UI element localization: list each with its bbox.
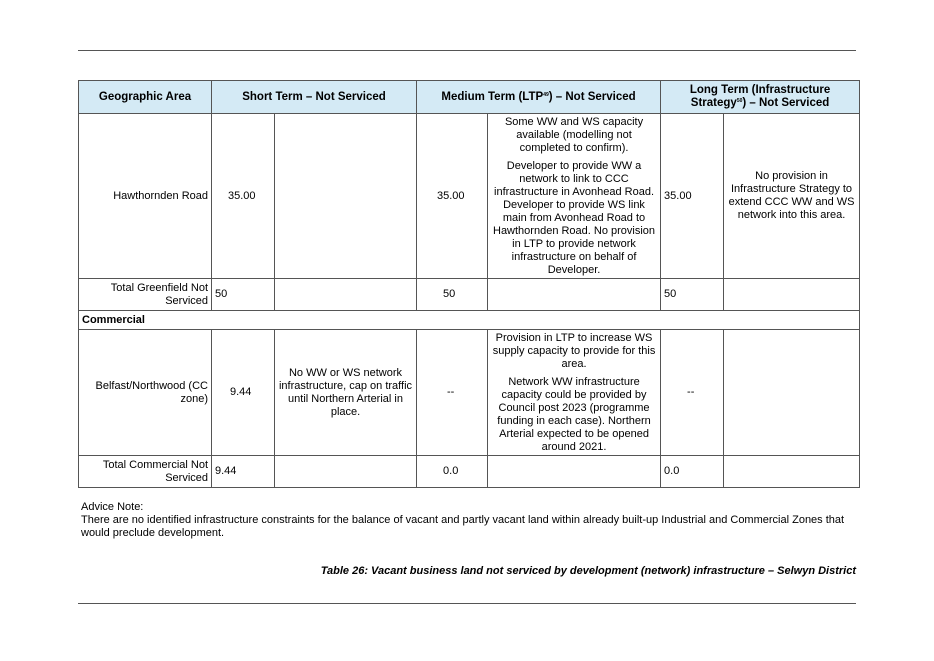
medium-value-cell: -- <box>417 330 488 456</box>
footnote-49-ref: 49 <box>543 91 549 98</box>
section-row-commercial <box>79 311 860 330</box>
medium-note-para-1: Provision in LTP to increase WS supply capacity to provide for this area. <box>492 331 656 370</box>
header-medium-prefix: Medium Term (LTP <box>441 90 544 103</box>
table-row-belfast <box>79 330 860 456</box>
advice-note-title: Advice Note: <box>81 501 144 513</box>
long-value-cell: 35.00 <box>661 114 724 279</box>
table-row-hawthornden <box>79 114 860 279</box>
header-row <box>79 81 860 114</box>
area-cell: Total Greenfield Not Serviced <box>79 279 212 311</box>
long-note-cell <box>724 330 860 456</box>
short-note-cell <box>275 456 417 488</box>
short-note-cell: No WW or WS network infrastructure, cap on traffic until Northern Arterial in place. <box>275 330 417 456</box>
header-long-prefix: Strategy <box>690 97 737 109</box>
long-note-cell <box>724 456 860 488</box>
short-value-cell: 9.44 <box>212 456 275 488</box>
bottom-rule <box>78 603 856 604</box>
section-heading-commercial: Commercial <box>79 311 860 330</box>
medium-note-cell <box>488 330 661 456</box>
header-geographic-area: Geographic Area <box>79 81 212 114</box>
top-rule <box>78 50 856 51</box>
table-row-total-commercial <box>79 456 860 488</box>
short-value-cell: 50 <box>212 279 275 311</box>
long-value-cell: -- <box>661 330 724 456</box>
area-cell: Belfast/Northwood (CC zone) <box>79 330 212 456</box>
infrastructure-table <box>78 80 860 488</box>
medium-note-cell <box>488 279 661 311</box>
short-note-cell <box>275 114 417 279</box>
area-cell: Hawthornden Road <box>79 114 212 279</box>
header-long-suffix: ) – Not Serviced <box>742 97 830 109</box>
medium-note-cell <box>488 114 661 279</box>
header-long-term <box>661 81 860 114</box>
footnote-50-ref: 50 <box>736 98 743 104</box>
short-note-cell <box>275 279 417 311</box>
medium-value-cell: 50 <box>417 279 488 311</box>
medium-note-cell <box>488 456 661 488</box>
short-value-cell: 9.44 <box>212 330 275 456</box>
table-caption: Table 26: Vacant business land not serviced by development (network) infrastructure – Selwyn District <box>320 565 856 577</box>
header-long-line1: Long Term (Infrastructure <box>689 84 831 96</box>
table-row-total-greenfield <box>79 279 860 311</box>
medium-value-cell: 35.00 <box>417 114 488 279</box>
medium-note-para-2: Developer to provide WW a network to link to CCC infrastructure in Avonhead Road. Developer to provide WS link main from Avonhead Road to Hawthornden Road. No provision in LTP to provide network infrastructure on behalf of Developer. <box>493 159 656 276</box>
header-medium-term <box>417 81 661 114</box>
medium-note-para-2: Network WW infrastructure capacity could be provided by Council post 2023 (programme funding in each case). Northern Arterial expected to be opened around 2021. <box>497 375 651 453</box>
short-value-cell: 35.00 <box>212 114 275 279</box>
header-short-term: Short Term – Not Serviced <box>212 81 417 114</box>
long-note-cell <box>724 279 860 311</box>
area-cell: Total Commercial Not Serviced <box>79 456 212 488</box>
medium-value-cell: 0.0 <box>417 456 488 488</box>
advice-note <box>81 501 861 540</box>
long-value-cell: 50 <box>661 279 724 311</box>
medium-note-para-1: Some WW and WS capacity available (modelling not completed to confirm). <box>504 115 644 154</box>
header-medium-suffix: ) – Not Serviced <box>548 90 636 103</box>
advice-note-text: There are no identified infrastructure constraints for the balance of vacant and partly vacant land within already built-up Industrial and Commercial Zones that would preclude development. <box>81 514 845 539</box>
long-value-cell: 0.0 <box>661 456 724 488</box>
long-note-cell: No provision in Infrastructure Strategy to extend CCC WW and WS network into this area. <box>724 114 860 279</box>
